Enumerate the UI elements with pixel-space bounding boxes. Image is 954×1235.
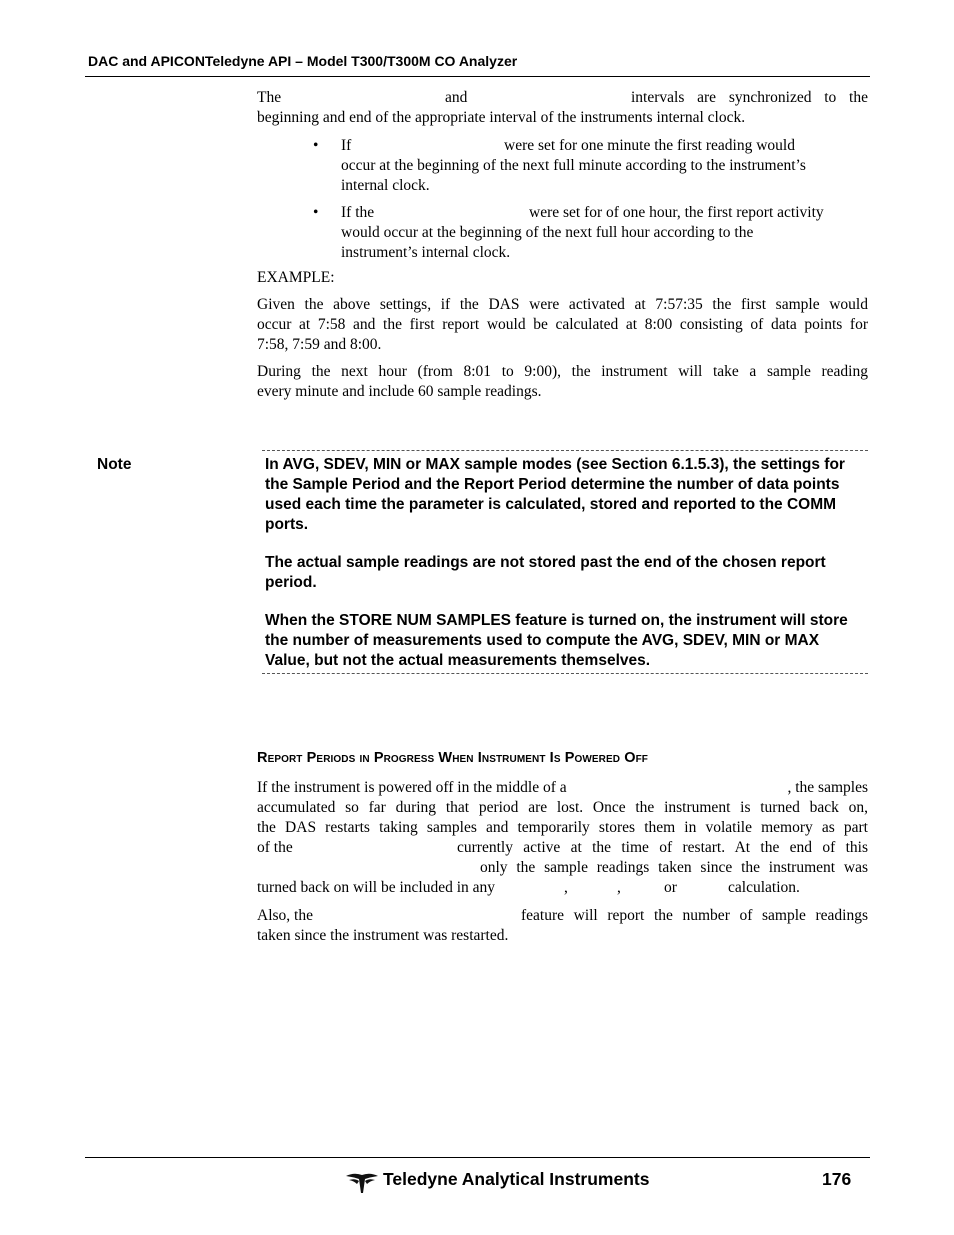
note-paragraph-3: When the STORE NUM SAMPLES feature is turned on, the instrument will store the number of measurements used to compute the AVG, SDEV, MIN or MAX Value, but not the actual measurements themselves. [265, 612, 848, 669]
intro-line2: beginning and end of the appropriate interval of the instruments internal clock. [257, 109, 746, 126]
power-line6-comma1: , [564, 879, 568, 896]
power-line6-comma2: , [617, 879, 621, 896]
footer-company: Teledyne Analytical Instruments [383, 1169, 650, 1189]
bullet-1-line3: internal clock. [341, 177, 430, 194]
note-top-divider [262, 450, 868, 451]
hour-line1: During the next hour (from 8:01 to 9:00), the instrument will take a sample reading [257, 363, 868, 380]
bullet-2-end: were set for of one hour, the first report activity [529, 204, 824, 221]
note-bottom-divider [262, 673, 868, 674]
bullet-symbol: • [313, 204, 319, 221]
note-paragraph-1: In AVG, SDEV, MIN or MAX sample modes (see Section 6.1.5.3), the settings for the Sample Period and the Report Period determine the number of data points used each time the parameter is calculated, stored and reported to the COMM ports. [265, 456, 845, 533]
bullet-item-1 [313, 136, 843, 196]
power-line6-end: calculation. [728, 879, 800, 896]
also-line2: taken since the instrument was restarted. [257, 927, 509, 944]
power-line6-start: turned back on will be included in any [257, 879, 496, 896]
note-label: Note [97, 456, 132, 473]
bullet-1-line2: occur at the beginning of the next full minute according to the instrument’s [341, 157, 806, 174]
power-line6-or: or [664, 879, 677, 896]
also-line1-start: Also, the [257, 907, 313, 924]
footer-rule [85, 1157, 870, 1158]
power-line2: accumulated so far during that period are lost. Once the instrument is turned back on, [257, 799, 868, 816]
also-line1-end: feature will report the number of sample readings [521, 907, 868, 924]
intro-word-the: The [257, 89, 282, 106]
intro-paragraph [257, 88, 868, 128]
bullet-2-line2: would occur at the beginning of the next full hour according to the [341, 224, 754, 241]
power-line1-start: If the instrument is powered off in the middle of a [257, 779, 567, 796]
power-line1-end: , the samples [787, 779, 868, 796]
section-subheading: Report Periods in Progress When Instrument Is Powered Off [257, 750, 649, 766]
power-off-paragraph [257, 778, 868, 898]
example-paragraph [257, 295, 868, 355]
teledyne-logo-icon [345, 1171, 379, 1195]
bullet-1-start: If [341, 137, 352, 154]
power-line4-start: of the [257, 839, 293, 856]
hour-paragraph [257, 362, 868, 402]
bullet-1-end: were set for one minute the first reading would [504, 137, 795, 154]
example-line3: 7:58, 7:59 and 8:00. [257, 336, 382, 353]
example-line1: Given the above settings, if the DAS were activated at 7:57:35 the first sample would [257, 296, 868, 313]
intro-word-and: and [445, 89, 468, 106]
power-line5: only the sample readings taken since the instrument was [480, 859, 868, 876]
bullet-2-start: If the [341, 204, 375, 221]
bullet-item-2 [313, 203, 843, 263]
bullet-symbol: • [313, 137, 319, 154]
page-number: 176 [822, 1169, 852, 1189]
hour-line2: every minute and include 60 sample readings. [257, 383, 542, 400]
intro-line1-end: intervals are synchronized to the [631, 89, 868, 106]
note-paragraph-2: The actual sample readings are not stored past the end of the chosen report period. [265, 554, 826, 591]
power-line3: the DAS restarts taking samples and temporarily stores them in volatile memory as part [257, 819, 868, 836]
example-line2: occur at 7:58 and the first report would be calculated at 8:00 consisting of data points for [257, 316, 868, 333]
example-label: EXAMPLE: [257, 269, 335, 286]
power-line4-end: currently active at the time of restart. At the end of this [457, 839, 868, 856]
also-paragraph [257, 906, 868, 946]
running-header: DAC and APICONTeledyne API – Model T300/T300M CO Analyzer [88, 53, 518, 69]
bullet-2-line3: instrument’s internal clock. [341, 244, 511, 261]
header-rule [85, 76, 870, 77]
